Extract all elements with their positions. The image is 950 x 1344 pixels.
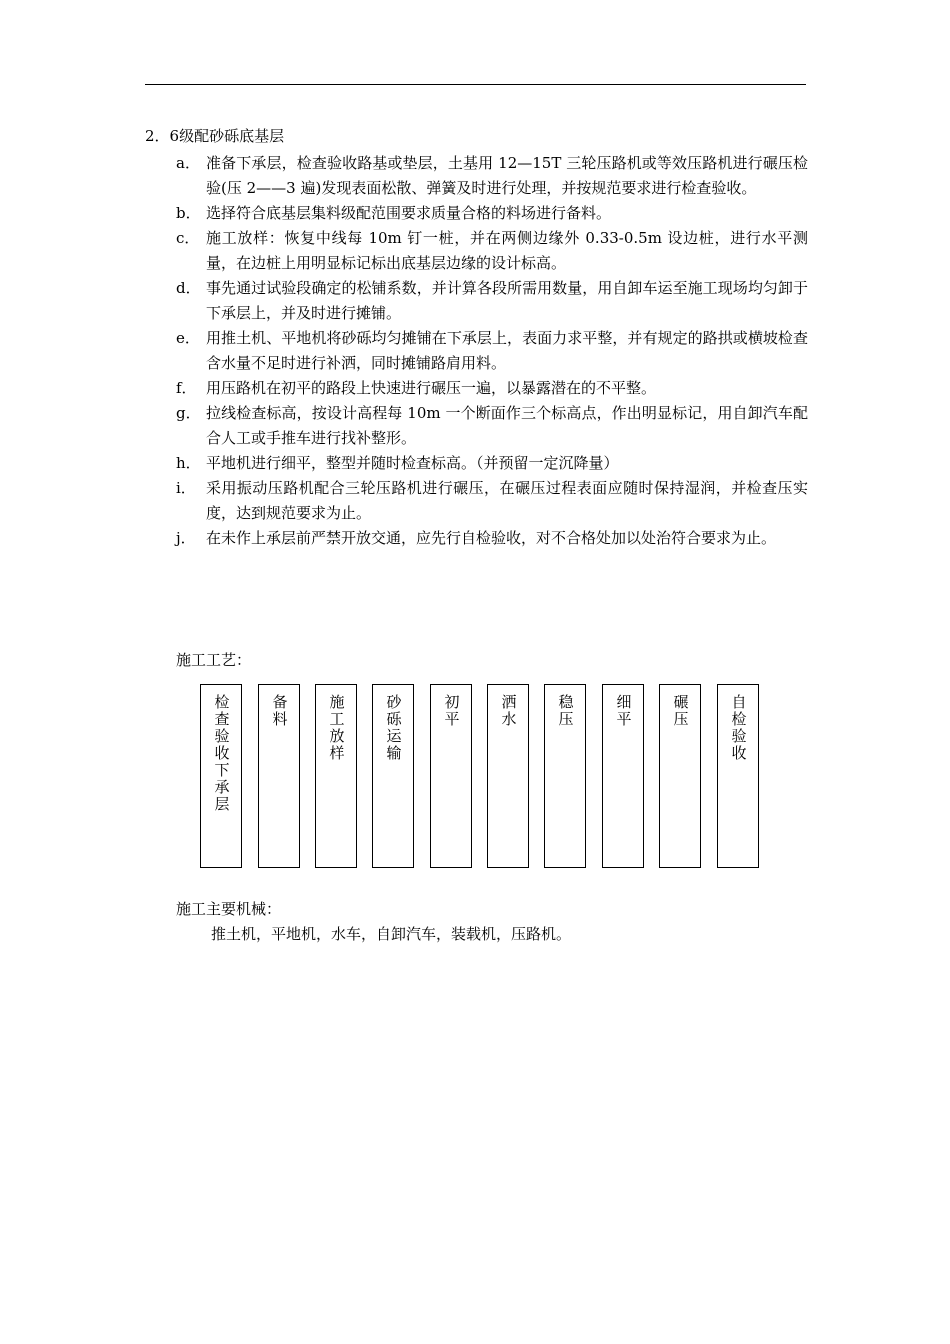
procedure-item-f [176, 376, 808, 401]
item-text: 用推土机、平地机将砂砾均匀摊铺在下承层上，表面力求平整，并有规定的路拱或横坡检查含水量不足时进行补洒，同时摊铺路肩用料。 [206, 329, 808, 372]
procedure-item-b [176, 201, 808, 226]
process-heading: 施工工艺： [176, 651, 252, 669]
process-step-7 [544, 684, 586, 868]
item-letter: f． [176, 379, 197, 397]
procedure-list [176, 151, 808, 551]
procedure-item-a [176, 151, 808, 201]
process-step-label: 稳压 [556, 694, 575, 728]
process-step-label: 检查验收下承层 [212, 694, 231, 813]
item-text: 平地机进行细平，整型并随时检查标高。（并预留一定沉降量） [206, 454, 619, 472]
procedure-item-d [176, 276, 808, 326]
process-step-label: 施工放样 [327, 694, 346, 762]
process-step-label: 备料 [270, 694, 289, 728]
process-step-6 [487, 684, 529, 868]
process-step-2 [258, 684, 300, 868]
process-step-label: 初平 [442, 694, 461, 728]
item-text: 用压路机在初平的路段上快速进行碾压一遍，以暴露潜在的不平整。 [206, 379, 657, 397]
process-step-10 [717, 684, 759, 868]
procedure-item-e [176, 326, 808, 376]
process-step-label: 洒水 [499, 694, 518, 728]
process-step-label: 砂砾运输 [384, 694, 403, 762]
item-text: 施工放样：恢复中线每 10m 钉一桩，并在两侧边缘外 0.33-0.5m 设边桩，进行水平测量，在边桩上用明显标记标出底基层边缘的设计标高。 [206, 229, 808, 272]
section-title: 2．6级配砂砾底基层 [145, 127, 285, 145]
item-text: 拉线检查标高，按设计高程每 10m 一个断面作三个标高点，作出明显标记，用自卸汽车配合人工或手推车进行找补整形。 [206, 404, 808, 447]
item-text: 采用振动压路机配合三轮压路机进行碾压，在碾压过程表面应随时保持湿润，并检查压实度，达到规范要求为止。 [206, 479, 808, 522]
item-letter: g． [176, 404, 201, 422]
item-letter: j． [176, 529, 196, 547]
header-rule [145, 84, 806, 85]
process-step-1 [200, 684, 242, 868]
procedure-item-c [176, 226, 808, 276]
item-letter: i． [176, 479, 196, 497]
item-letter: h． [176, 454, 201, 472]
machinery-list: 推土机，平地机，水车，自卸汽车，装载机，压路机。 [211, 925, 572, 943]
item-text: 在未作上承层前严禁开放交通，应先行自检验收，对不合格处加以处治符合要求为止。 [206, 529, 777, 547]
item-letter: a． [176, 154, 200, 172]
process-step-label: 自检验收 [729, 694, 748, 762]
item-text: 选择符合底基层集料级配范围要求质量合格的料场进行备料。 [206, 204, 612, 222]
machinery-heading: 施工主要机械： [176, 900, 282, 918]
item-letter: c． [176, 229, 200, 247]
process-step-label: 细平 [614, 694, 633, 728]
process-step-4 [372, 684, 414, 868]
procedure-item-h [176, 451, 808, 476]
item-letter: d． [176, 279, 201, 297]
item-text: 事先通过试验段确定的松铺系数，并计算各段所需用数量，用自卸车运至施工现场均匀卸于下承层上，并及时进行摊铺。 [206, 279, 808, 322]
process-step-8 [602, 684, 644, 868]
item-letter: b． [176, 204, 201, 222]
item-text: 准备下承层，检查验收路基或垫层，土基用 12—15T 三轮压路机或等效压路机进行碾压检验(压 2——3 遍)发现表面松散、弹簧及时进行处理，并按规范要求进行检查验收。 [206, 154, 808, 197]
process-step-3 [315, 684, 357, 868]
process-step-5 [430, 684, 472, 868]
process-step-label: 碾压 [671, 694, 690, 728]
procedure-item-i [176, 476, 808, 526]
procedure-item-j [176, 526, 808, 551]
process-step-9 [659, 684, 701, 868]
item-letter: e． [176, 329, 200, 347]
procedure-item-g [176, 401, 808, 451]
